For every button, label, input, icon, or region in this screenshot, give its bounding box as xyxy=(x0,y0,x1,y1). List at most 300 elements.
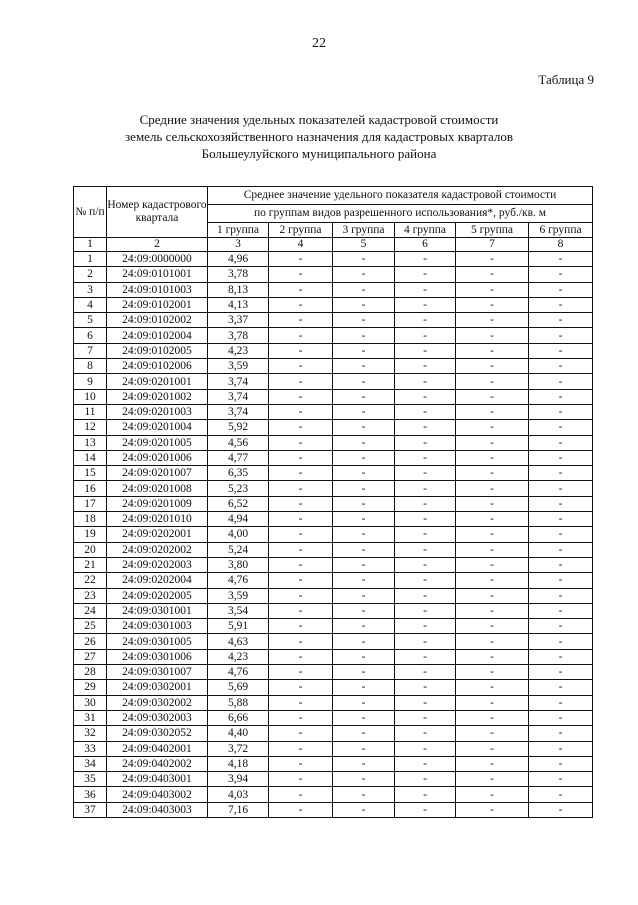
column-number: 1 xyxy=(74,238,107,252)
group-value-cell: - xyxy=(269,802,333,817)
group-value-cell: 3,74 xyxy=(208,404,269,419)
row-index-cell: 7 xyxy=(74,343,107,358)
quarter-number-cell: 24:09:0202005 xyxy=(107,588,208,603)
quarter-number-cell: 24:09:0302001 xyxy=(107,680,208,695)
group-value-cell: - xyxy=(395,282,456,297)
group-value-cell: - xyxy=(269,343,333,358)
group-value-cell: - xyxy=(456,557,529,572)
group-value-cell: - xyxy=(529,588,593,603)
group-value-cell: - xyxy=(333,313,395,328)
group-value-cell: - xyxy=(529,404,593,419)
group-value-cell: - xyxy=(333,328,395,343)
quarter-number-cell: 24:09:0201001 xyxy=(107,374,208,389)
row-index-cell: 5 xyxy=(74,313,107,328)
column-number: 5 xyxy=(333,238,395,252)
group-value-cell: - xyxy=(269,527,333,542)
quarter-number-cell: 24:09:0102002 xyxy=(107,313,208,328)
group-value-cell: - xyxy=(529,267,593,282)
row-index-cell: 22 xyxy=(74,573,107,588)
quarter-number-cell: 24:09:0301003 xyxy=(107,619,208,634)
group-value-cell: - xyxy=(395,252,456,267)
group-value-cell: - xyxy=(269,573,333,588)
group-value-cell: 4,40 xyxy=(208,726,269,741)
group-value-cell: - xyxy=(529,481,593,496)
group-value-cell: - xyxy=(456,297,529,312)
group-value-cell: - xyxy=(456,328,529,343)
group-value-cell: - xyxy=(333,726,395,741)
group-value-cell: - xyxy=(395,573,456,588)
group-value-cell: - xyxy=(395,802,456,817)
document-heading xyxy=(0,111,638,162)
quarter-number-cell: 24:09:0301005 xyxy=(107,634,208,649)
table-row xyxy=(74,466,593,481)
group-value-cell: - xyxy=(333,297,395,312)
group-value-cell: - xyxy=(333,435,395,450)
table-row xyxy=(74,267,593,282)
group-value-cell: 5,91 xyxy=(208,619,269,634)
group-value-cell: - xyxy=(395,542,456,557)
row-index-cell: 31 xyxy=(74,710,107,725)
group-value-cell: 4,23 xyxy=(208,343,269,358)
group-value-cell: - xyxy=(269,297,333,312)
value-header-line1: Среднее значение удельного показателя кадастровой стоимости xyxy=(208,187,593,205)
group-value-cell: 3,59 xyxy=(208,359,269,374)
row-index-cell: 36 xyxy=(74,787,107,802)
quarter-number-cell: 24:09:0301007 xyxy=(107,665,208,680)
group-value-cell: - xyxy=(529,710,593,725)
group-value-cell: - xyxy=(456,282,529,297)
group-value-cell: 5,88 xyxy=(208,695,269,710)
group-value-cell: - xyxy=(333,496,395,511)
row-index-cell: 19 xyxy=(74,527,107,542)
row-index-cell: 35 xyxy=(74,772,107,787)
group-value-cell: - xyxy=(529,435,593,450)
heading-line: земель сельскохозяйственного назначения для кадастровых кварталов xyxy=(125,129,513,144)
group-value-cell: - xyxy=(269,710,333,725)
group-value-cell: - xyxy=(269,481,333,496)
row-index-cell: 14 xyxy=(74,450,107,465)
group-value-cell: - xyxy=(333,404,395,419)
group-value-cell: - xyxy=(456,772,529,787)
group-value-cell: - xyxy=(529,420,593,435)
group-value-cell: - xyxy=(395,313,456,328)
group-header: 1 группа xyxy=(208,223,269,238)
table-row xyxy=(74,603,593,618)
row-index-cell: 2 xyxy=(74,267,107,282)
table-row xyxy=(74,374,593,389)
table-row xyxy=(74,527,593,542)
group-value-cell: 5,24 xyxy=(208,542,269,557)
row-index-cell: 24 xyxy=(74,603,107,618)
group-value-cell: - xyxy=(529,252,593,267)
table-row xyxy=(74,420,593,435)
group-value-cell: - xyxy=(529,772,593,787)
group-value-cell: 3,59 xyxy=(208,588,269,603)
group-value-cell: - xyxy=(529,634,593,649)
quarter-number-cell: 24:09:0102005 xyxy=(107,343,208,358)
group-value-cell: - xyxy=(529,496,593,511)
group-value-cell: - xyxy=(269,313,333,328)
group-value-cell: 3,37 xyxy=(208,313,269,328)
group-value-cell: - xyxy=(269,282,333,297)
row-index-cell: 34 xyxy=(74,756,107,771)
group-value-cell: 7,16 xyxy=(208,802,269,817)
group-value-cell: - xyxy=(529,756,593,771)
group-value-cell: 4,76 xyxy=(208,573,269,588)
group-value-cell: - xyxy=(269,787,333,802)
group-value-cell: - xyxy=(395,450,456,465)
row-index-cell: 29 xyxy=(74,680,107,695)
group-value-cell: - xyxy=(456,542,529,557)
table-row xyxy=(74,634,593,649)
table-row xyxy=(74,435,593,450)
group-value-cell: - xyxy=(269,649,333,664)
row-index-cell: 3 xyxy=(74,282,107,297)
group-value-cell: - xyxy=(395,695,456,710)
group-value-cell: - xyxy=(269,466,333,481)
group-value-cell: - xyxy=(333,695,395,710)
column-number: 3 xyxy=(208,238,269,252)
group-value-cell: - xyxy=(529,450,593,465)
quarter-number-cell: 24:09:0102006 xyxy=(107,359,208,374)
table-row xyxy=(74,741,593,756)
table-caption: Таблица 9 xyxy=(538,72,594,87)
row-index-cell: 15 xyxy=(74,466,107,481)
group-value-cell: 3,74 xyxy=(208,389,269,404)
quarter-number-cell: 24:09:0202003 xyxy=(107,557,208,572)
quarter-number-cell: 24:09:0403001 xyxy=(107,772,208,787)
group-value-cell: - xyxy=(395,435,456,450)
row-index-cell: 18 xyxy=(74,512,107,527)
quarter-number-cell: 24:09:0102004 xyxy=(107,328,208,343)
value-header-line2: по группам видов разрешенного использования*, руб./кв. м xyxy=(208,205,593,223)
group-value-cell: - xyxy=(269,588,333,603)
quarter-number-cell: 24:09:0201009 xyxy=(107,496,208,511)
group-value-cell: - xyxy=(456,374,529,389)
group-value-cell: - xyxy=(333,710,395,725)
column-number: 4 xyxy=(269,238,333,252)
group-value-cell: - xyxy=(395,634,456,649)
group-value-cell: - xyxy=(529,557,593,572)
group-value-cell: - xyxy=(529,297,593,312)
group-value-cell: - xyxy=(333,802,395,817)
group-value-cell: - xyxy=(269,267,333,282)
group-value-cell: 4,00 xyxy=(208,527,269,542)
row-index-cell: 37 xyxy=(74,802,107,817)
quarter-number-cell: 24:09:0301001 xyxy=(107,603,208,618)
group-value-cell: - xyxy=(333,588,395,603)
group-value-cell: 4,18 xyxy=(208,756,269,771)
group-value-cell: - xyxy=(395,328,456,343)
group-value-cell: - xyxy=(333,389,395,404)
group-value-cell: - xyxy=(333,603,395,618)
row-index-cell: 4 xyxy=(74,297,107,312)
table-row xyxy=(74,542,593,557)
group-value-cell: - xyxy=(456,588,529,603)
group-value-cell: - xyxy=(395,527,456,542)
group-value-cell: 4,56 xyxy=(208,435,269,450)
group-value-cell: - xyxy=(333,680,395,695)
group-value-cell: 3,72 xyxy=(208,741,269,756)
group-value-cell: - xyxy=(269,634,333,649)
group-value-cell: 8,13 xyxy=(208,282,269,297)
group-value-cell: - xyxy=(395,603,456,618)
group-value-cell: - xyxy=(395,374,456,389)
group-value-cell: - xyxy=(529,343,593,358)
group-value-cell: - xyxy=(529,726,593,741)
group-value-cell: 6,66 xyxy=(208,710,269,725)
column-number: 2 xyxy=(107,238,208,252)
row-index-cell: 27 xyxy=(74,649,107,664)
table-row xyxy=(74,404,593,419)
group-value-cell: 4,23 xyxy=(208,649,269,664)
group-value-cell: - xyxy=(269,603,333,618)
table-row xyxy=(74,787,593,802)
group-value-cell: - xyxy=(456,435,529,450)
table-row xyxy=(74,496,593,511)
group-value-cell: - xyxy=(456,756,529,771)
group-value-cell: - xyxy=(395,389,456,404)
group-value-cell: - xyxy=(269,328,333,343)
group-value-cell: - xyxy=(333,450,395,465)
group-value-cell: 3,80 xyxy=(208,557,269,572)
group-value-cell: - xyxy=(269,542,333,557)
group-header: 6 группа xyxy=(529,223,593,238)
group-value-cell: 4,77 xyxy=(208,450,269,465)
group-value-cell: 4,94 xyxy=(208,512,269,527)
group-value-cell: - xyxy=(333,573,395,588)
group-value-cell: - xyxy=(269,359,333,374)
quarter-number-cell: 24:09:0201007 xyxy=(107,466,208,481)
group-value-cell: - xyxy=(333,741,395,756)
group-value-cell: - xyxy=(456,741,529,756)
group-value-cell: - xyxy=(395,726,456,741)
quarter-number-cell: 24:09:0102001 xyxy=(107,297,208,312)
group-value-cell: 4,76 xyxy=(208,665,269,680)
quarter-number-cell: 24:09:0402001 xyxy=(107,741,208,756)
quarter-number-cell: 24:09:0201006 xyxy=(107,450,208,465)
col-index-header: № п/п xyxy=(74,187,107,238)
group-value-cell: - xyxy=(456,573,529,588)
table-row xyxy=(74,573,593,588)
group-value-cell: - xyxy=(395,649,456,664)
table-row xyxy=(74,297,593,312)
quarter-number-cell: 24:09:0402002 xyxy=(107,756,208,771)
group-header: 3 группа xyxy=(333,223,395,238)
group-value-cell: - xyxy=(395,756,456,771)
group-value-cell: 4,63 xyxy=(208,634,269,649)
group-value-cell: 5,69 xyxy=(208,680,269,695)
heading-line: Средние значения удельных показателей кадастровой стоимости xyxy=(139,112,499,127)
group-value-cell: - xyxy=(269,389,333,404)
group-value-cell: - xyxy=(269,450,333,465)
group-value-cell: - xyxy=(333,756,395,771)
group-header: 4 группа xyxy=(395,223,456,238)
group-value-cell: - xyxy=(395,466,456,481)
table-row xyxy=(74,649,593,664)
group-value-cell: - xyxy=(395,496,456,511)
heading-line: Большеулуйского муниципального района xyxy=(201,146,437,161)
row-index-cell: 17 xyxy=(74,496,107,511)
row-index-cell: 13 xyxy=(74,435,107,450)
row-index-cell: 21 xyxy=(74,557,107,572)
group-value-cell: - xyxy=(269,420,333,435)
group-value-cell: - xyxy=(269,695,333,710)
group-value-cell: - xyxy=(269,726,333,741)
quarter-number-cell: 24:09:0000000 xyxy=(107,252,208,267)
cadastral-value-table xyxy=(73,186,593,818)
group-value-cell: - xyxy=(456,252,529,267)
group-value-cell: - xyxy=(269,374,333,389)
row-index-cell: 6 xyxy=(74,328,107,343)
group-value-cell: - xyxy=(456,787,529,802)
group-value-cell: - xyxy=(395,481,456,496)
table-row xyxy=(74,557,593,572)
group-value-cell: - xyxy=(333,267,395,282)
group-value-cell: - xyxy=(456,680,529,695)
group-value-cell: - xyxy=(456,466,529,481)
group-value-cell: - xyxy=(333,772,395,787)
group-value-cell: 3,74 xyxy=(208,374,269,389)
table-row xyxy=(74,481,593,496)
group-value-cell: - xyxy=(456,527,529,542)
group-value-cell: - xyxy=(395,420,456,435)
quarter-number-cell: 24:09:0201003 xyxy=(107,404,208,419)
table-row xyxy=(74,328,593,343)
group-value-cell: - xyxy=(269,680,333,695)
table-row xyxy=(74,282,593,297)
row-index-cell: 28 xyxy=(74,665,107,680)
group-value-cell: - xyxy=(269,665,333,680)
group-value-cell: - xyxy=(333,512,395,527)
table-row xyxy=(74,252,593,267)
table-row xyxy=(74,359,593,374)
quarter-number-cell: 24:09:0302052 xyxy=(107,726,208,741)
group-value-cell: 3,54 xyxy=(208,603,269,618)
group-value-cell: - xyxy=(456,404,529,419)
group-value-cell: - xyxy=(269,512,333,527)
group-value-cell: - xyxy=(395,588,456,603)
group-value-cell: - xyxy=(269,772,333,787)
table-row xyxy=(74,389,593,404)
column-number: 7 xyxy=(456,238,529,252)
table-row xyxy=(74,726,593,741)
group-value-cell: - xyxy=(529,389,593,404)
group-value-cell: - xyxy=(395,512,456,527)
group-value-cell: - xyxy=(529,374,593,389)
quarter-number-cell: 24:09:0201010 xyxy=(107,512,208,527)
group-header: 5 группа xyxy=(456,223,529,238)
table-row xyxy=(74,619,593,634)
group-value-cell: - xyxy=(333,282,395,297)
group-value-cell: - xyxy=(456,512,529,527)
group-value-cell: - xyxy=(456,603,529,618)
group-value-cell: 4,96 xyxy=(208,252,269,267)
group-value-cell: - xyxy=(333,542,395,557)
group-value-cell: 3,78 xyxy=(208,267,269,282)
quarter-number-cell: 24:09:0403002 xyxy=(107,787,208,802)
table-row xyxy=(74,313,593,328)
group-value-cell: 3,78 xyxy=(208,328,269,343)
table-row xyxy=(74,343,593,358)
row-index-cell: 30 xyxy=(74,695,107,710)
row-index-cell: 8 xyxy=(74,359,107,374)
column-number: 8 xyxy=(529,238,593,252)
quarter-number-cell: 24:09:0302003 xyxy=(107,710,208,725)
group-value-cell: - xyxy=(395,343,456,358)
row-index-cell: 32 xyxy=(74,726,107,741)
table-row xyxy=(74,665,593,680)
group-value-cell: - xyxy=(529,527,593,542)
group-value-cell: - xyxy=(395,359,456,374)
group-value-cell: - xyxy=(456,634,529,649)
table-row xyxy=(74,680,593,695)
group-value-cell: - xyxy=(456,420,529,435)
row-index-cell: 23 xyxy=(74,588,107,603)
group-value-cell: - xyxy=(333,374,395,389)
quarter-number-cell: 24:09:0202004 xyxy=(107,573,208,588)
group-value-cell: 5,92 xyxy=(208,420,269,435)
group-value-cell: - xyxy=(269,557,333,572)
group-value-cell: - xyxy=(529,542,593,557)
group-value-cell: - xyxy=(456,450,529,465)
group-value-cell: - xyxy=(333,359,395,374)
group-value-cell: - xyxy=(456,389,529,404)
table-row xyxy=(74,710,593,725)
quarter-number-cell: 24:09:0201008 xyxy=(107,481,208,496)
group-value-cell: - xyxy=(333,787,395,802)
quarter-number-cell: 24:09:0202001 xyxy=(107,527,208,542)
group-value-cell: - xyxy=(529,466,593,481)
page-number: 22 xyxy=(312,36,326,51)
group-value-cell: - xyxy=(456,267,529,282)
table-row xyxy=(74,756,593,771)
row-index-cell: 11 xyxy=(74,404,107,419)
group-value-cell: - xyxy=(456,665,529,680)
row-index-cell: 33 xyxy=(74,741,107,756)
group-value-cell: - xyxy=(395,665,456,680)
group-value-cell: - xyxy=(456,359,529,374)
row-index-cell: 25 xyxy=(74,619,107,634)
group-value-cell: - xyxy=(456,695,529,710)
group-value-cell: - xyxy=(395,680,456,695)
row-index-cell: 16 xyxy=(74,481,107,496)
group-value-cell: - xyxy=(395,741,456,756)
group-value-cell: - xyxy=(395,404,456,419)
group-value-cell: - xyxy=(395,619,456,634)
group-value-cell: - xyxy=(395,787,456,802)
group-value-cell: - xyxy=(395,297,456,312)
group-value-cell: 6,52 xyxy=(208,496,269,511)
group-value-cell: - xyxy=(529,802,593,817)
column-number: 6 xyxy=(395,238,456,252)
quarter-number-cell: 24:09:0403003 xyxy=(107,802,208,817)
group-value-cell: - xyxy=(456,343,529,358)
group-value-cell: - xyxy=(529,359,593,374)
table-row xyxy=(74,588,593,603)
quarter-number-cell: 24:09:0301006 xyxy=(107,649,208,664)
group-value-cell: 3,94 xyxy=(208,772,269,787)
group-value-cell: - xyxy=(395,267,456,282)
quarter-number-cell: 24:09:0201002 xyxy=(107,389,208,404)
group-value-cell: - xyxy=(456,710,529,725)
group-value-cell: - xyxy=(529,741,593,756)
row-index-cell: 1 xyxy=(74,252,107,267)
row-index-cell: 26 xyxy=(74,634,107,649)
group-value-cell: - xyxy=(529,328,593,343)
group-value-cell: - xyxy=(333,420,395,435)
group-value-cell: - xyxy=(395,772,456,787)
